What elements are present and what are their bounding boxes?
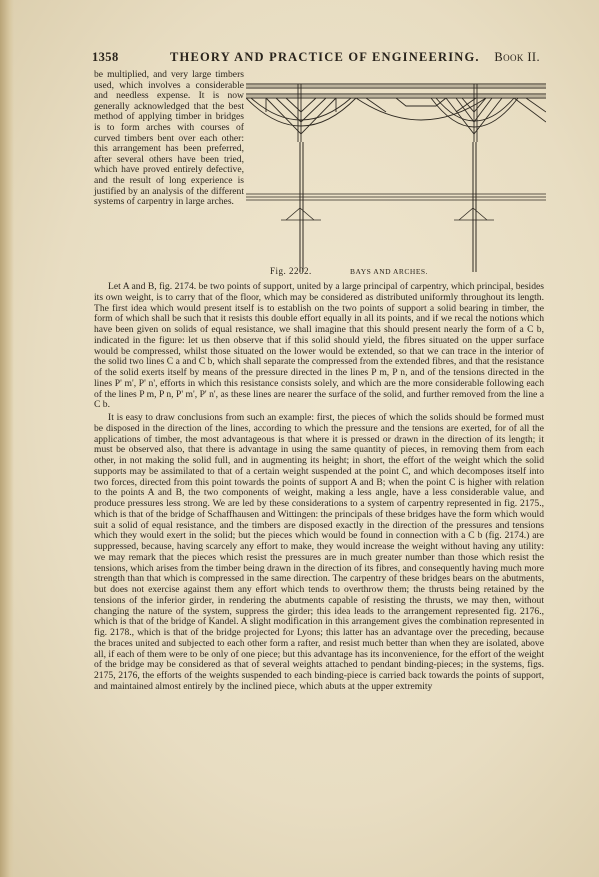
page-number: 1358 <box>92 50 119 64</box>
running-header <box>92 50 540 66</box>
lower-beam <box>246 194 546 200</box>
left-truss <box>246 84 356 142</box>
center-arch <box>356 98 486 120</box>
bridge-figure <box>246 72 546 284</box>
body-paragraph: Let A and B, fig. 2174. be two points of support, united by a large principal of carpentry, which principal, besides its own weight, is to carry that of the floor, which may be considered as distributed uniformly throughout its length. The first idea which would present itself is to establish on the two points of support a solid bearing in timber, the form of which shall be such that it resists this double effort equally in all its points, and if we recal the notions which have been given on solids of equal resistance, we shall imagine that this should present nearly the form of a C b, indicated in the figure: let us then observe that if this solid should yield, the fibres situated on the upper surface would be compressed, whilst those situated on the lower would be extended, so that we can trace in the interior of the solid two lines C a and C b, which shall separate the compressed from the extended fibres, and that the resistance of the solid exerts itself by means of the pressure directed in the lines P m, P n, and of the tensions directed in the lines P' m', P' n', efforts in which this resistance consists solely, and which are the more considerable following each of the lines P m, P n, P' m', P' n', as these lines are nearer the surface of the solid, and further removed from the line a C b. <box>94 281 544 411</box>
running-title: THEORY AND PRACTICE OF ENGINEERING. <box>170 50 480 64</box>
right-truss <box>431 84 546 142</box>
pier-bracing <box>281 208 494 220</box>
intro-paragraph: be multiplied, and very large timbers used, which involves a considerable and needless expense. It is now generally acknowledged that the best method of applying timber in bridges is to form arches with courses of curved timbers bent over each other: this arrangement has been preferred, after several others have been tried, which have proved entirely defective, and the result of long experience is justified by an analysis of the different systems of carpentry in large arches. <box>94 69 244 208</box>
figure-number: Fig. 2202. <box>270 266 312 276</box>
figure-caption <box>270 266 510 278</box>
figure-title: BAYS AND ARCHES. <box>350 267 428 276</box>
book-label: Book II. <box>494 50 540 64</box>
piers <box>300 142 476 272</box>
body-text <box>94 282 544 693</box>
page-binding-edge <box>0 0 14 877</box>
body-paragraph: It is easy to draw conclusions from such an example: first, the pieces of which the solids should be formed must be disposed in the direction of the lines, according to which the pressure and the tensions are exerted, for of all the applications of timber, the most advantageous is that where it is pressed or drawn in the direction of its length; it must be observed also, that there is advantage in using the same quantity of pieces, in removing them from each other, in not making the solid full, and in augmenting its height; in short, the effort of the weight which the solid supports may be assimilated to that of a certain weight suspended at the point C, and which decomposes itself into two forces, directed from this point towards the points of support A and B; when the point C is higher with relation to the points A and B, the two components of weight, making a less angle, have a less considerable value, and produce pressures less strong. We are led by these considerations to a system of carpentry represented in fig. 2175., which is that of the bridge of Schaffhausen and Wittingen: the principals of these bridges have the form which would suit a solid of equal resistance, and the timbers are disposed exactly in the direction of the pressures and tensions which they would exert in the solid; but the pieces which would be found in connection with a C b (fig. 2174.) are suppressed, because, having scarcely any effort to make, they would increase the weight without having any utility: we may remark that the pieces which resist the pressures are in much greater number than those which resist the tensions, which arises from the timber being drawn in the direction of its fibres, and consequently having much more strength than that which is compressed in the same direction. The carpentry of these bridges bears on the abutments, but does not exercise against them any effort which tends to overthrow them; the thrusts being retained by the tensions of the inferior girder, in rendering the abutments capable of resisting the thrusts, we may then, without changing the nature of the system, suppress the girder; this idea leads to the arrangement represented fig. 2176., which is that of the bridge of Kandel. A slight modification in this arrangement gives the combination represented in fig. 2178., which is that of the bridge projected for Lyons; this latter has an advantage over the preceding, because the braces united and subjected to each other form a rafter, and resist much better than when they are isolated, above all, if each of them were to be only of one piece; but this advantage has its inconvenience, for the effort of the weight of the bridge may be considered as that of several weights attached to pendant binding-pieces; in the systems, figs. 2175, 2176, the efforts of the weights suspended to each binding-piece is carried back towards the points of support, and maintained almost entirely by the inclined piece, which abuts at the upper extremity <box>94 412 544 692</box>
bridge-deck <box>246 84 546 98</box>
